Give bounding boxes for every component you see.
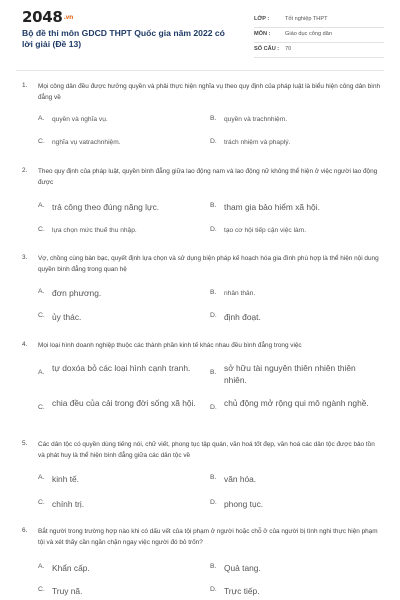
option-letter: A. — [38, 369, 45, 376]
question-text: Mọi loại hình doanh nghiệp thuộc các thành phần kinh tế khác nhau đều bình đẳng trong việc — [38, 342, 302, 349]
meta-key: MÔN : — [254, 31, 271, 37]
option-letter: A. — [38, 563, 45, 570]
option-letter: D. — [210, 586, 217, 593]
option-text: chủ động mở rộng qui mô ngành nghề. — [224, 398, 369, 408]
option-letter: B. — [210, 202, 217, 209]
question-text: Mọi công dân đều được hưởng quyền và phải thực hiện nghĩa vụ theo quy định của pháp luật là biểu hiện công dân bình đẳng về — [38, 83, 381, 101]
logo-suffix: .vn — [63, 14, 74, 21]
option-letter: D. — [210, 499, 217, 506]
question-number: 5. — [22, 440, 28, 447]
meta-row-count — [254, 43, 384, 58]
option-text: trách nhiệm và phaplý. — [224, 139, 291, 146]
meta-row-subject — [254, 28, 384, 43]
option-letter: C. — [38, 138, 45, 145]
question-number: 6. — [22, 527, 28, 534]
option-letter: C. — [38, 499, 45, 506]
meta-key: SỐ CÂU : — [254, 46, 280, 52]
document-meta — [254, 13, 384, 58]
option-letter: C. — [38, 226, 45, 233]
option-letter: C. — [38, 586, 45, 593]
option-text: trả công theo đúng năng lực. — [52, 202, 160, 212]
option-text: nhân thân. — [224, 290, 256, 297]
question-number: 3. — [22, 254, 28, 261]
question-number: 4. — [22, 341, 28, 348]
logo-text: 2048 — [22, 8, 63, 26]
meta-value: Giáo dục công dân — [285, 31, 332, 37]
option-text: Trực tiếp. — [224, 586, 260, 596]
option-text: Quả tang. — [224, 563, 261, 573]
option-text: tham gia bảo hiểm xã hội. — [224, 202, 320, 212]
option-letter: B. — [210, 369, 217, 376]
meta-row-class — [254, 13, 384, 28]
option-letter: B. — [210, 474, 217, 481]
option-text: nghĩa vụ vatrachnhiệm. — [52, 139, 121, 146]
option-letter: B. — [210, 289, 217, 296]
meta-value: Tốt nghiệp THPT — [285, 16, 328, 22]
option-text: Truy nã. — [52, 586, 83, 596]
option-letter: D. — [210, 404, 217, 411]
question-text: Theo quy định của pháp luật, quyền bình đẳng giữa lao động nam và lao động nữ không thể hiện ở việc người lao động được — [38, 168, 378, 186]
option-letter: D. — [210, 226, 217, 233]
option-text: phong tục. — [224, 499, 264, 509]
option-text: Khẩn cấp. — [52, 563, 90, 573]
option-text: đơn phương. — [52, 288, 102, 298]
question-text: Bắt người trong trường hợp nào khi có dấu vết của tội phạm ở người hoặc chỗ ở của người bị tình nghi thực hiện phạm tội và xét thấy cần ngăn chặn ngay việc người đó bỏ trốn? — [38, 528, 378, 546]
question-text: Các dân tộc có quyền dùng tiếng nói, chữ viết, phong tục tập quán, văn hoá tốt đẹp, văn hoá các dân tộc được bảo tồn và phát huy là thể hiện bình đẳng giữa các dân tộc về — [38, 441, 375, 459]
option-letter: C. — [38, 404, 45, 411]
option-text: quyền và nghĩa vụ. — [52, 116, 108, 123]
option-text: ủy thác. — [52, 312, 82, 322]
option-letter: B. — [210, 115, 217, 122]
option-letter: D. — [210, 312, 217, 319]
option-text: văn hóa. — [224, 474, 257, 484]
option-letter: A. — [38, 288, 45, 295]
option-text: định đoạt. — [224, 312, 261, 322]
question-number: 2. — [22, 167, 28, 174]
option-letter: A. — [38, 115, 45, 122]
option-text: kinh tế. — [52, 474, 80, 484]
option-letter: D. — [210, 138, 217, 145]
option-text: chính trị. — [52, 499, 85, 509]
page-header — [0, 0, 400, 72]
option-letter: A. — [38, 474, 45, 481]
document-title: Bộ đề thi môn GDCD THPT Quốc gia năm 2022 có lời giải (Đề 13) — [22, 28, 225, 49]
option-text: sở hữu tài nguyên thiên nhiên thiên nhiên. — [224, 363, 356, 385]
option-letter: B. — [210, 563, 217, 570]
option-text: chia đều của cải trong đời sống xã hội. — [52, 398, 196, 408]
header-divider — [16, 70, 384, 71]
option-text: tạo cơ hội tiếp cận việc làm. — [224, 227, 307, 234]
site-logo[interactable] — [22, 8, 73, 26]
option-text: quyền và trachnhiệm. — [224, 116, 288, 123]
meta-key: LỚP : — [254, 16, 270, 22]
question-text: Vợ, chồng cùng bàn bạc, quyết định lựa chọn và sử dụng biện pháp kế hoạch hóa gia đình phù hợp là thể hiện nội dung quyền bình đẳng trong quan hệ — [38, 255, 379, 273]
option-text: tự doxóa bỏ các loại hình cạnh tranh. — [52, 363, 191, 373]
option-letter: C. — [38, 312, 45, 319]
option-text: lựa chọn mức thuế thu nhập. — [52, 227, 137, 234]
option-letter: A. — [38, 202, 45, 209]
question-number: 1. — [22, 82, 28, 89]
meta-value: 70 — [285, 46, 292, 52]
